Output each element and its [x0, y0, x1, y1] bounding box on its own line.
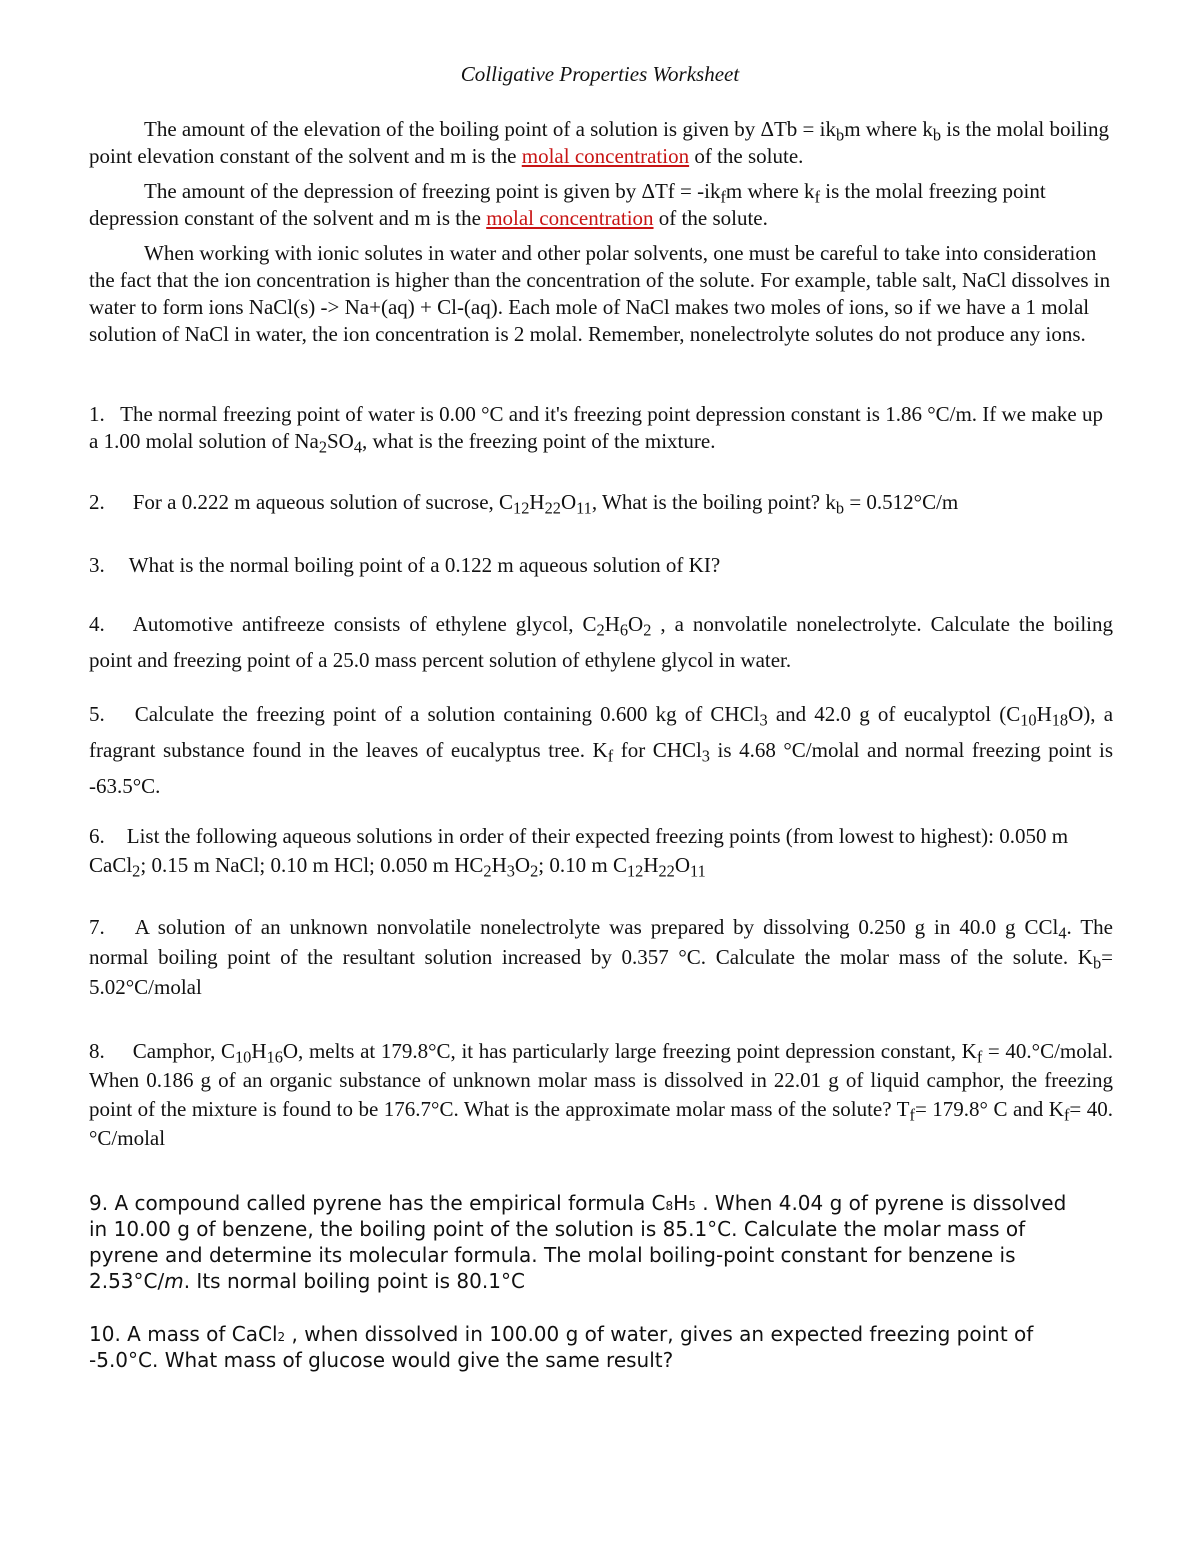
- page-title: Colligative Properties Worksheet: [460, 62, 740, 86]
- question-7: 7. A solution of an unknown nonvolatile nonelectrolyte was prepared by dissolving 0.250 g in 40.0 g CCl$_4$. The normal boiling point of the resultant solution increased by 0.357 °C. Calculate the molar mass of the solute. $K_b=$ 5.02°C/molal: [89, 915, 1113, 999]
- question-9: 9. A compound called pyrene has the empirical formula C8H5 . When 4.04 g of pyrene is dissolved in 10.00 g of benzene, the boiling point of the solution is 85.1°C. Calculate the molar mass of pyrene and determine its molecular formula. The molal boiling-point constant for benzene is 2.53°C/m. Its normal boiling point is 80.1°C: [89, 1191, 1067, 1293]
- question-2: 2. For a 0.222 m aqueous solution of sucrose, $C_{12}H_{22}O_{11}$, What is the boiling point? $k_b = 0.512^\circ C/m$: [89, 490, 959, 518]
- question-5: 5. Calculate the freezing point of a solution containing 0.600 kg of CHCl$_3$ and 42.0 g of eucalyptol $(C_{10}H_{18}O)$, a fragrant substance found in the leaves of eucalyptus tree. $K_f$ for CHCl$_3$ is 4.68 °C/molal and normal freezing point is -63.5°C.: [89, 702, 1114, 798]
- molal-concentration-link-2[interactable]: molal concentration: [486, 206, 654, 230]
- question-3: 3. What is the normal boiling point of a 0.122 m aqueous solution of KI?: [89, 553, 721, 577]
- question-6: 6. List the following aqueous solutions in order of their expected freezing points (from lowest to highest): 0.050 m CaCl$_2$; 0.15 m NaCl; 0.10 m HCl; 0.050 m $HC_2H_3O_2$; 0.10 m $C_{12}H_{22}O_{11}$: [89, 824, 1069, 881]
- question-4: 4. Automotive antifreeze consists of ethylene glycol, $C_2H_6O_2$ , a nonvolatile nonelectrolyte. Calculate the boiling point and freezing point of a 25.0 mass percent solution of ethylene glycol in water.: [89, 612, 1113, 672]
- question-1: 1. The normal freezing point of water is 0.00 °C and it's freezing point depression constant is 1.86 °C/m. If we make up a 1.00 molal solution of $Na_2SO_4$, what is the freezing point of the mixture.: [89, 402, 1103, 457]
- molal-concentration-link-1[interactable]: molal concentration: [521, 144, 690, 168]
- intro-paragraph-ionic: When working with ionic solutes in water and other polar solvents, one must be careful to take into consideration the fact that the ion concentration is higher than the concentration of the solute. For example, table salt, NaCl dissolves in water to form ions NaCl(s) -> Na+(aq) + Cl-(aq). Each mole of NaCl makes two moles of ions, so if we have a 1 molal solution of NaCl in water, the ion concentration is 2 molal. Remember, nonelectrolyte solutes do not produce any ions.: [89, 241, 1111, 346]
- intro-paragraph-boiling: The amount of the elevation of the boiling point of a solution is given by $\Delta Tb = ik_bm$ where $k_b$ is the molal boiling point elevation constant of the solvent and m is the molal concentration of the solute.: [89, 117, 1110, 168]
- question-8: 8. Camphor, $C_{10}H_{16}O$, melts at 179.8°C, it has particularly large freezing point depression constant, $K_f$ = 40.°C/molal. When 0.186 g of an organic substance of unknown molar mass is dissolved in 22.01 g of liquid camphor, the freezing point of the mixture is found to be 176.7°C. What is the approximate molar mass of the solute? $T_f= 179.8^\circ$ C and $K_f= 40$. °C/molal: [89, 1039, 1114, 1150]
- question-10: 10. A mass of CaCl2 , when dissolved in 100.00 g of water, gives an expected freezing point of -5.0°C. What mass of glucose would give the same result?: [89, 1322, 1034, 1372]
- intro-paragraph-freezing: The amount of the depression of freezing point is given by $\Delta Tf = -ik_fm$ where $k_f$ is the molal freezing point depression constant of the solvent and m is the molal concentration of the solute.: [89, 179, 1046, 230]
